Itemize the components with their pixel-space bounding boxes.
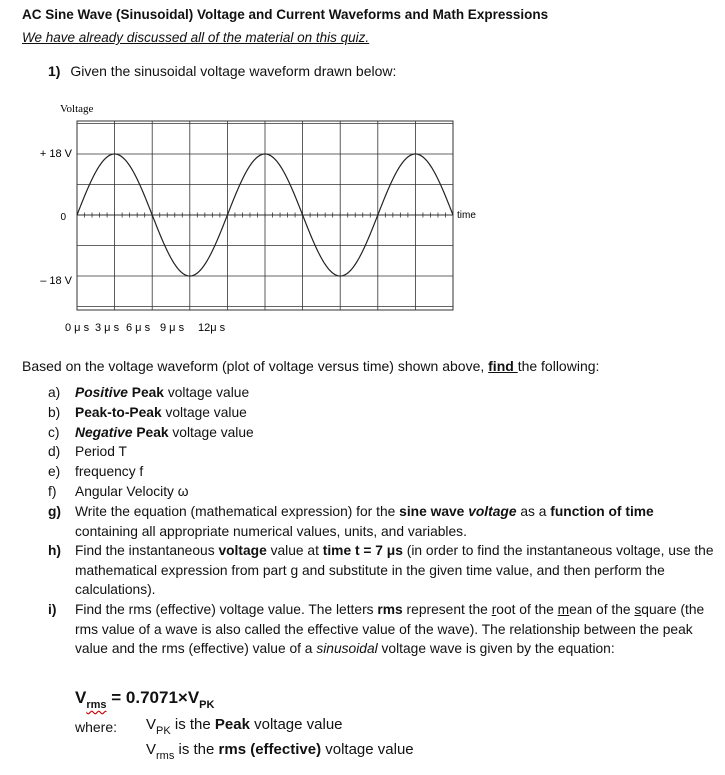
item-text: r [491,602,497,617]
item-label: i) [48,602,57,617]
item-text: sinusoidal [316,641,378,656]
rms-formula [75,688,215,711]
item-label: a) [48,385,61,400]
item-text: voltage [218,543,267,558]
item-text: Find the instantaneous [75,543,219,558]
chart-title: Voltage [60,103,94,115]
item-label: f) [48,484,57,499]
question-1 [48,63,396,79]
question-text: Given the sinusoidal voltage waveform drawn below: [70,63,397,79]
var-v: V [146,716,157,733]
list-item-i [48,600,713,680]
x-tick-label: 9 μ s [160,322,185,334]
x-tick-label: 0 μ s [65,322,90,334]
item-text: Peak [127,385,164,400]
list-item-f [48,482,713,502]
where-text: rms (effective) [218,741,322,758]
item-label: b) [48,405,61,420]
list-item-b [48,403,713,423]
x-tick-labels [65,322,226,334]
var-v: V [146,741,157,758]
item-text: voltage wave is given by the equation: [377,641,615,656]
x-tick-label: 12μ s [198,322,226,334]
formula-equals: = 0.7071×V [106,688,200,707]
question-number: 1) [48,63,61,79]
list-item-d [48,442,713,462]
item-text: m [557,602,570,617]
item-label: h) [48,543,62,558]
item-text: Find the rms (effective) voltage value. The letters [75,602,378,617]
list-item-h [48,541,713,601]
item-text: ean of the [569,602,635,617]
page-title: AC Sine Wave (Sinusoidal) Voltage and Current Waveforms and Math Expressions [22,7,549,22]
item-label: d) [48,444,61,459]
formula-pk-subscript: PK [199,699,215,711]
formula-v: V [75,688,87,707]
item-text: as a [516,504,551,519]
where-text: Peak [214,716,250,733]
item-text: Angular Velocity ω [75,484,189,499]
list-item-g [48,502,713,542]
instructions [22,358,599,374]
item-text: function of time [550,504,654,519]
item-text: containing all appropriate numerical values, units, and variables. [75,523,467,539]
instructions-text: Based on the voltage waveform (plot of voltage versus time) shown above, [22,358,489,374]
formula-rms-subscript: rms [86,699,107,711]
find-emphasis: find [488,358,518,374]
item-text: rms [377,602,403,617]
item-text: Peak-to-Peak [75,405,162,420]
list-item-a [48,383,713,403]
item-text: sine wave [399,504,465,519]
instructions-end: the following: [517,358,600,374]
time-axis [77,213,453,218]
item-text: quare (the rms value of a wave is also called the effective value of the wave). The relationship between the peak value and the rms (effective) value of a [75,602,705,656]
item-text: Negative [75,425,133,440]
var-subscript: PK [156,725,171,737]
where-line-rms [146,741,414,762]
quiz-note: We have already discussed all of the material on this quiz. [22,30,370,45]
where-text: voltage value [249,716,343,733]
list-item-c [48,423,713,443]
list-item-e [48,462,713,482]
x-tick-label: 3 μ s [95,322,120,334]
item-text: (in order to find the instantaneous voltage, use the mathematical expression from part g and substitute in the given time value, and then perform the calculations). [75,543,714,597]
item-text: Positive [75,385,128,400]
voltage-waveform-chart [0,95,500,340]
item-label: g) [48,504,62,519]
item-text: voltage value [168,425,254,440]
where-text: is the [174,741,219,758]
item-text: voltage value [163,385,250,400]
where-text: voltage value [321,741,414,758]
item-text: value at [266,543,323,558]
x-tick-label: 6 μ s [126,322,151,334]
item-text: oot of the [496,602,558,617]
where-line-peak [146,716,343,737]
y-tick-negative-peak: – 18 V [40,275,72,287]
item-text: Peak [132,425,169,440]
item-text: voltage [468,504,517,519]
x-axis-label: time [457,210,476,221]
item-label: e) [48,464,61,479]
y-tick-zero: 0 [60,212,66,223]
var-subscript: rms [156,750,175,762]
where-text: is the [170,716,215,733]
y-tick-positive-peak: + 18 V [39,148,72,160]
item-text: Write the equation (mathematical expression) for the [75,504,400,519]
item-text: Period T [75,444,127,459]
where-label: where: [75,719,118,735]
item-text: represent the [402,602,492,617]
item-text: frequency f [75,464,144,479]
item-text: s [634,602,642,617]
item-text: time t = 7 μs [322,543,403,558]
item-label: c) [48,425,60,440]
item-text: voltage value [161,405,247,420]
